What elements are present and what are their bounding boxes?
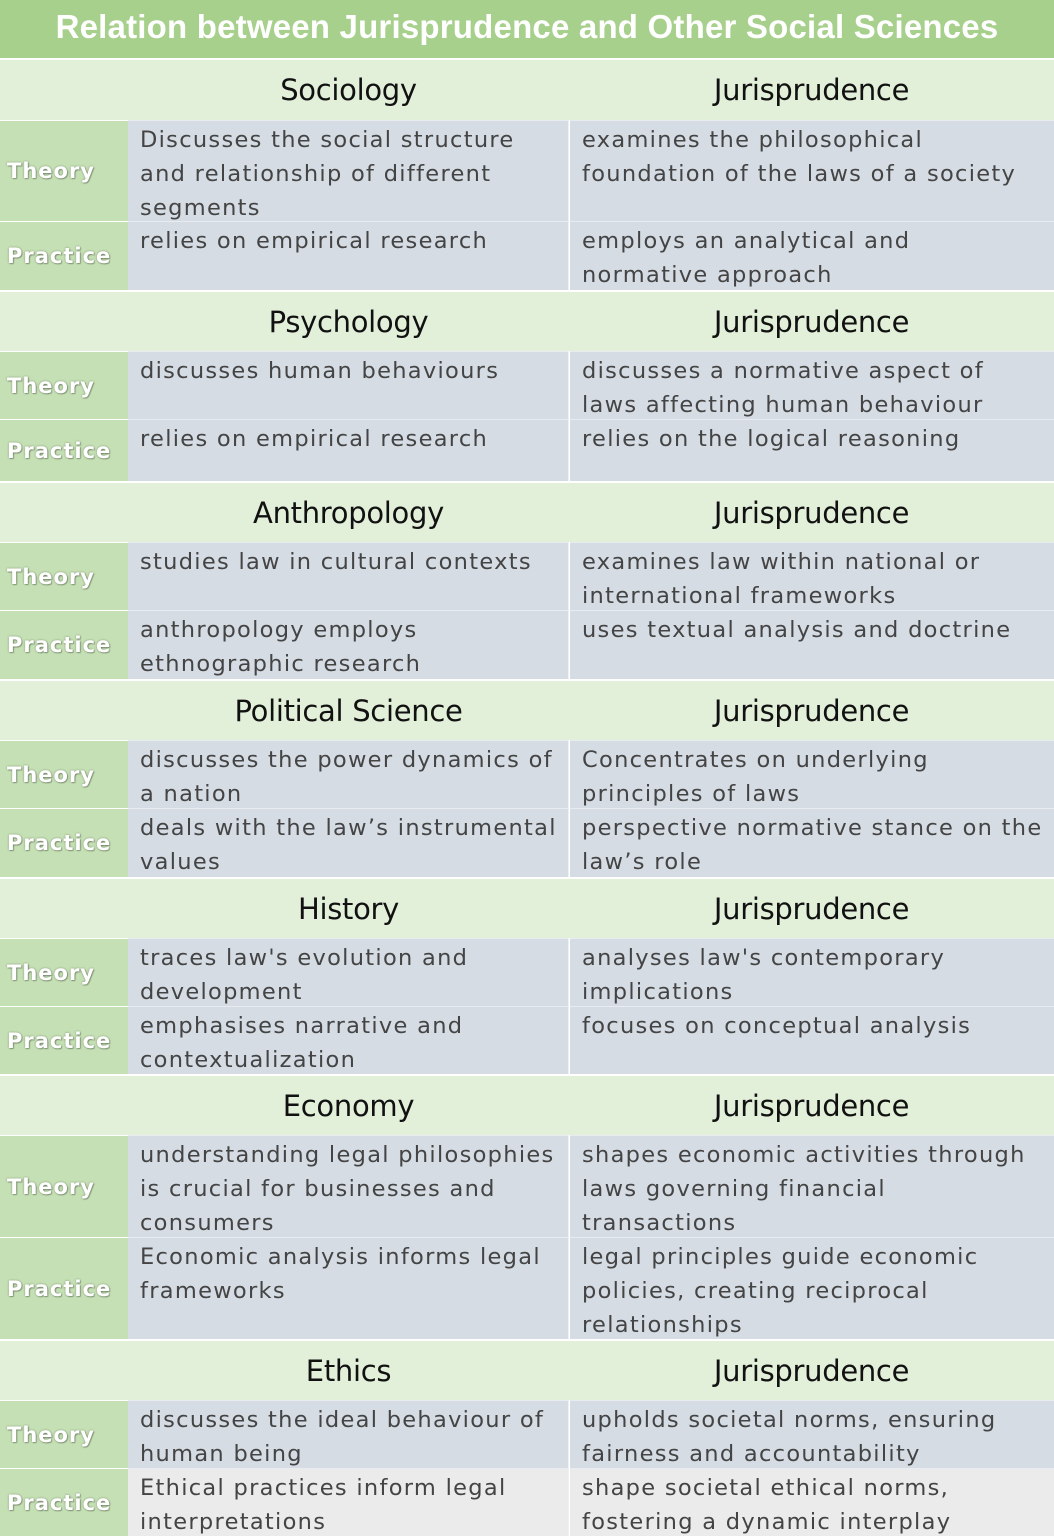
jurisprudence-practice-cell: perspective normative stance on the law’s role [570, 808, 1054, 877]
jurisprudence-theory-cell: examines the philosophical foundation of the laws of a society [570, 120, 1054, 221]
section-header-sociology [0, 58, 1054, 120]
jurisprudence-theory-cell: upholds societal norms, ensuring fairness and accountability [570, 1400, 1054, 1468]
row-label-theory: Theory [0, 120, 128, 221]
jurisprudence-theory-cell: discusses a normative aspect of laws affecting human behaviour [570, 351, 1054, 419]
row-label-practice: Practice [0, 1237, 128, 1339]
column-header-left: Anthropology [253, 495, 444, 530]
column-header-right: Jurisprudence [713, 891, 910, 926]
row-label-practice: Practice [0, 1006, 128, 1074]
jurisprudence-practice-cell: focuses on conceptual analysis [570, 1006, 1054, 1074]
column-header-left: Ethics [305, 1353, 392, 1388]
economy-practice-cell: Economic analysis informs legal frameworks [128, 1237, 569, 1339]
column-header-right: Jurisprudence [713, 73, 910, 107]
section-header-political-science [0, 679, 1054, 740]
section-header-anthropology [0, 481, 1054, 542]
column-header-left: Sociology [280, 73, 417, 107]
row-label-practice: Practice [0, 610, 128, 679]
sociology-theory-cell: Discusses the social structure and relationship of different segments [128, 120, 569, 221]
anthropology-theory-cell: studies law in cultural contexts [128, 542, 569, 610]
row-label-theory: Theory [0, 938, 128, 1006]
ethics-practice-cell: Ethical practices inform legal interpretations [128, 1468, 569, 1536]
jurisprudence-theory-cell: Concentrates on underlying principles of laws [570, 740, 1054, 808]
row-label-theory: Theory [0, 1135, 128, 1237]
column-header-left: Economy [282, 1088, 415, 1123]
jurisprudence-theory-cell: shapes economic activities through laws governing financial transactions [570, 1135, 1054, 1237]
row-label-theory: Theory [0, 542, 128, 610]
jurisprudence-theory-cell: analyses law's contemporary implications [570, 938, 1054, 1006]
jurisprudence-practice-cell: employs an analytical and normative approach [570, 221, 1054, 290]
political-science-theory-cell: discusses the power dynamics of a nation [128, 740, 569, 808]
psychology-theory-cell: discusses human behaviours [128, 351, 569, 419]
row-label-theory: Theory [0, 740, 128, 808]
anthropology-practice-cell: anthropology employs ethnographic research [128, 610, 569, 679]
column-header-right: Jurisprudence [713, 304, 910, 339]
ethics-theory-cell: discusses the ideal behaviour of human being [128, 1400, 569, 1468]
political-science-practice-cell: deals with the law’s instrumental values [128, 808, 569, 877]
section-header-history [0, 877, 1054, 938]
row-label-practice: Practice [0, 221, 128, 290]
column-header-right: Jurisprudence [713, 495, 910, 530]
history-practice-cell: emphasises narrative and contextualization [128, 1006, 569, 1074]
column-header-right: Jurisprudence [713, 693, 910, 728]
row-label-theory: Theory [0, 351, 128, 419]
section-header-economy [0, 1074, 1054, 1135]
sociology-practice-cell: relies on empirical research [128, 221, 569, 290]
column-header-right: Jurisprudence [713, 1353, 910, 1388]
section-header-ethics [0, 1339, 1054, 1400]
column-header-left: History [297, 891, 400, 926]
economy-theory-cell: understanding legal philosophies is crucial for businesses and consumers [128, 1135, 569, 1237]
jurisprudence-theory-cell: examines law within national or international frameworks [570, 542, 1054, 610]
row-label-practice: Practice [0, 1468, 128, 1536]
jurisprudence-practice-cell: uses textual analysis and doctrine [570, 610, 1054, 679]
jurisprudence-practice-cell: shape societal ethical norms, fostering a dynamic interplay [570, 1468, 1054, 1536]
page-title: Relation between Jurisprudence and Other Social Sciences [0, 0, 1054, 58]
row-label-practice: Practice [0, 419, 128, 481]
column-header-left: Psychology [268, 304, 429, 339]
jurisprudence-practice-cell: legal principles guide economic policies, creating reciprocal relationships [570, 1237, 1054, 1339]
column-header-right: Jurisprudence [713, 1088, 910, 1123]
jurisprudence-practice-cell: relies on the logical reasoning [570, 419, 1054, 481]
column-header-left: Political Science [234, 693, 463, 728]
row-label-theory: Theory [0, 1400, 128, 1468]
row-label-practice: Practice [0, 808, 128, 877]
psychology-practice-cell: relies on empirical research [128, 419, 569, 481]
section-header-psychology [0, 290, 1054, 351]
history-theory-cell: traces law's evolution and development [128, 938, 569, 1006]
